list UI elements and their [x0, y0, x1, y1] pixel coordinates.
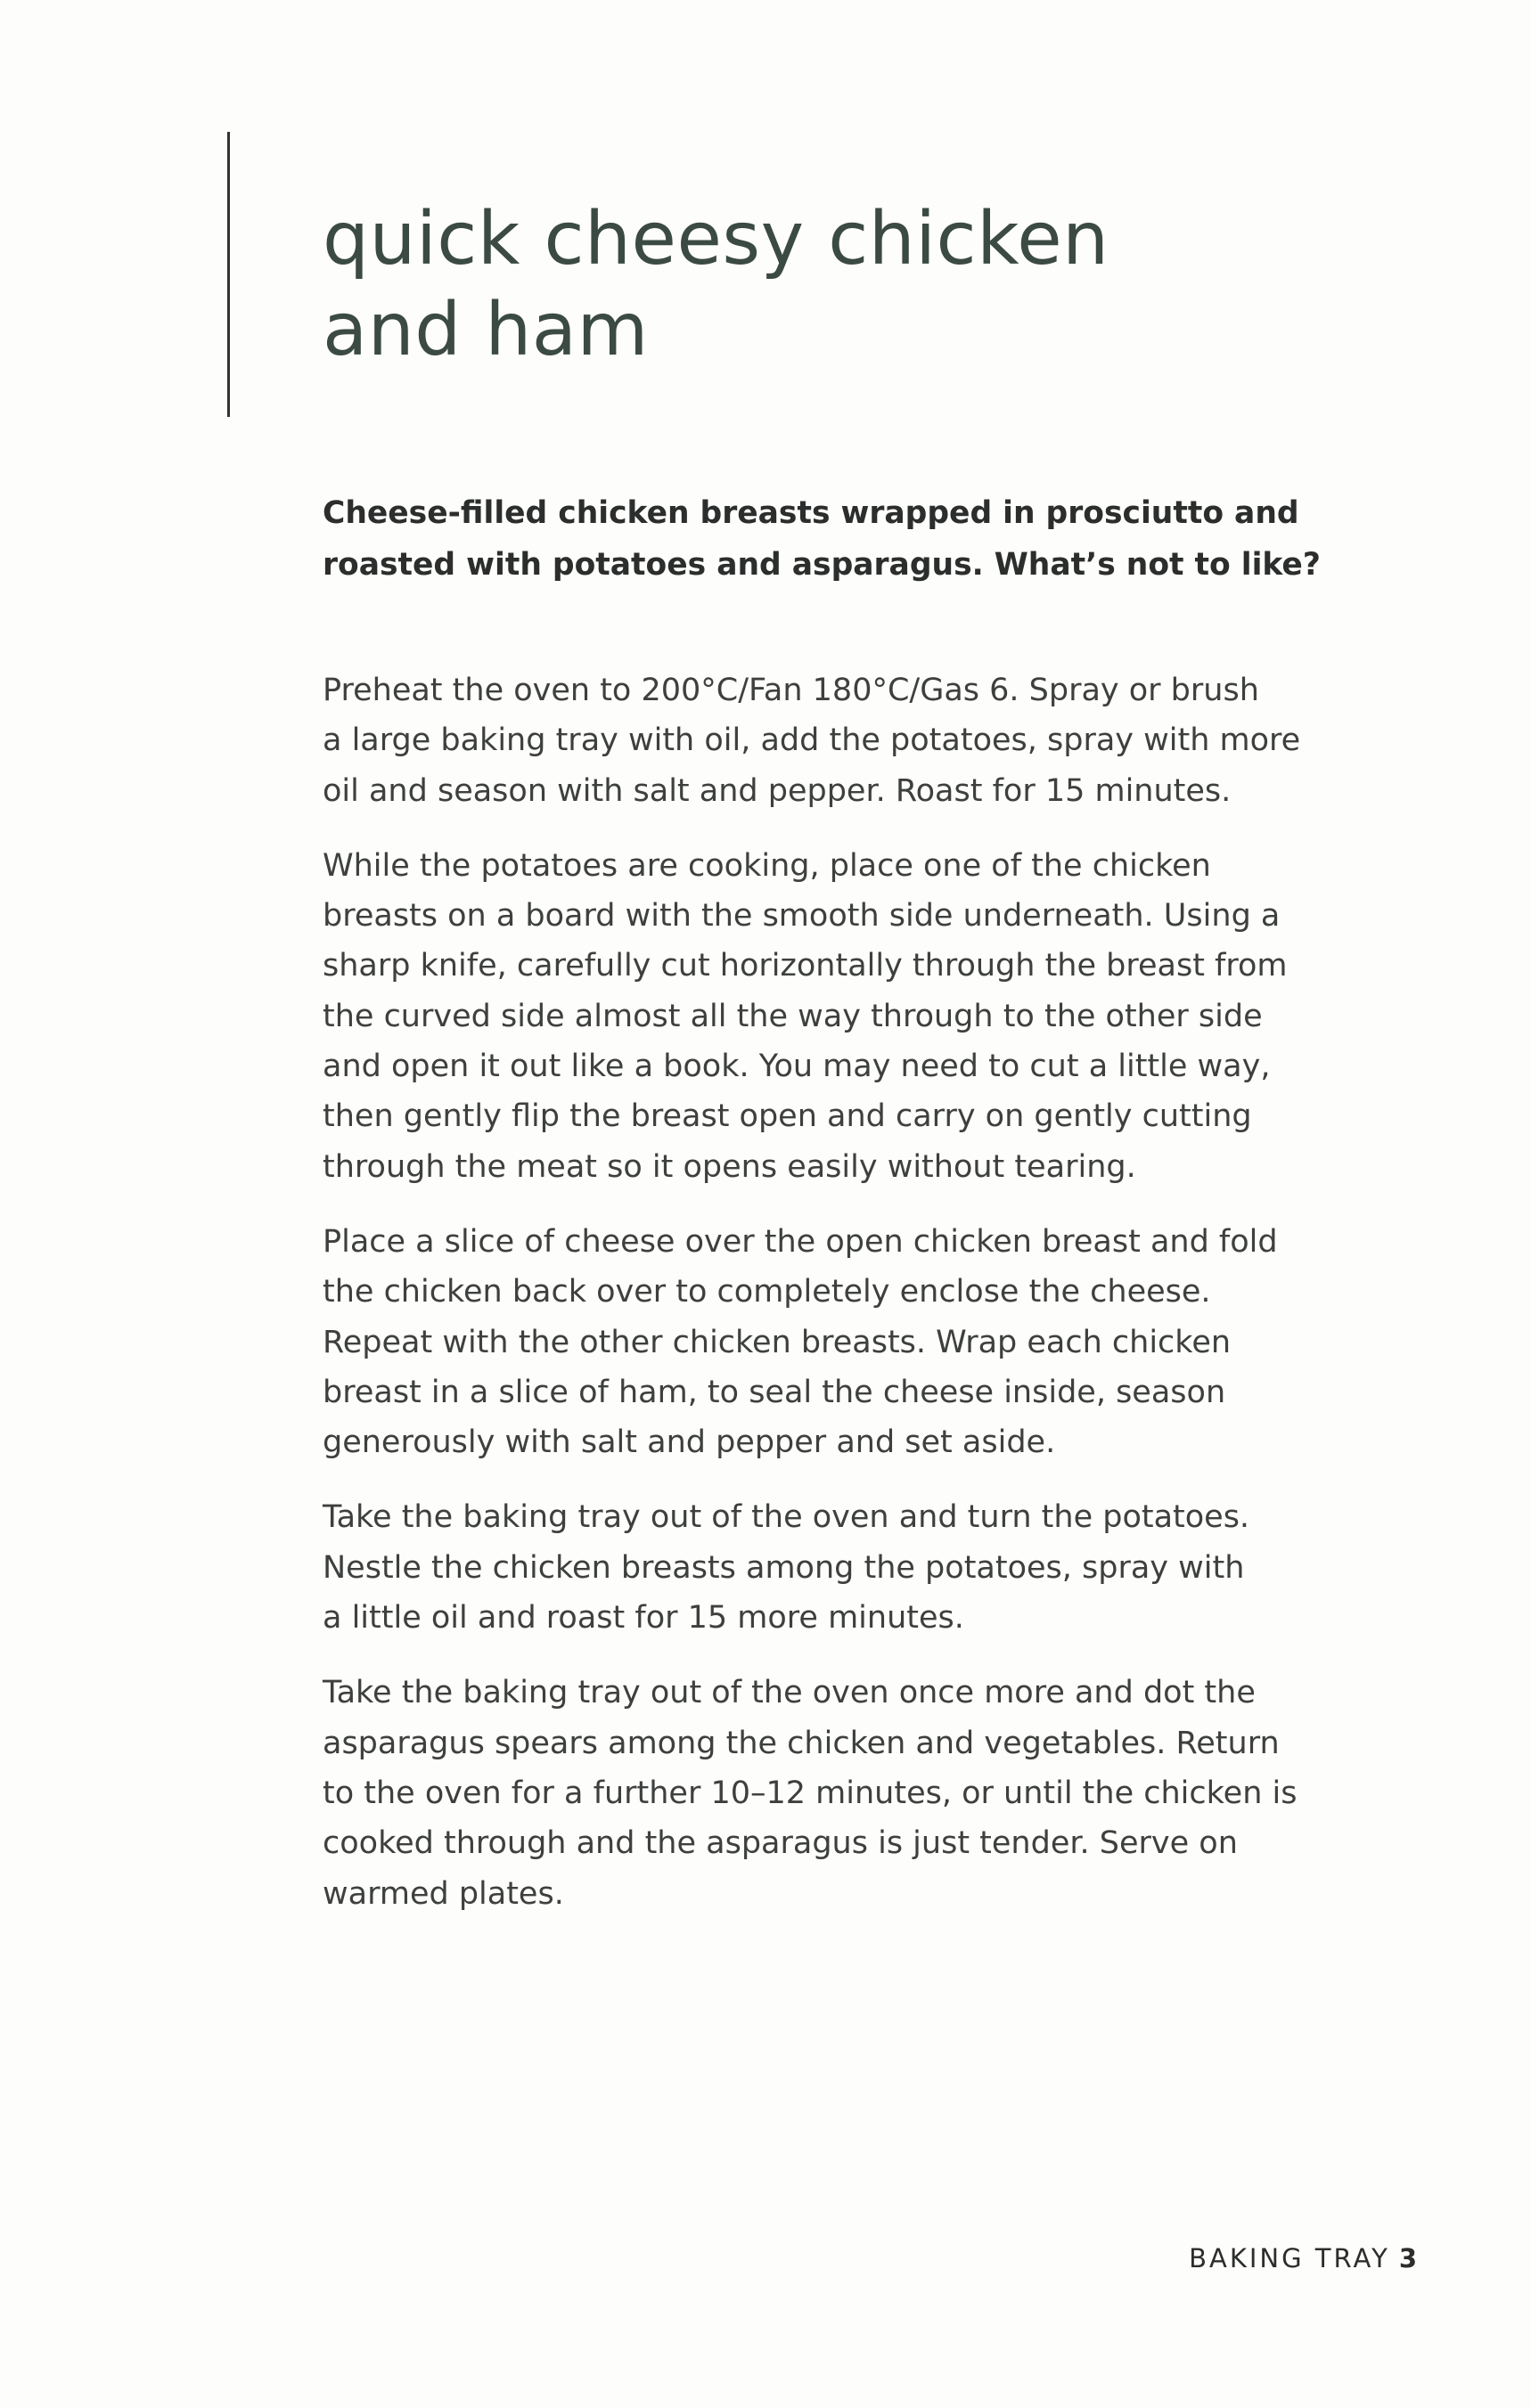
- method-step-3: [323, 1217, 1499, 1467]
- method-line: warmed plates.: [323, 1875, 564, 1912]
- recipe-title-line: and ham: [323, 288, 649, 372]
- method-line: asparagus spears among the chicken and vegetables. Return: [323, 1725, 1280, 1761]
- method-line: a little oil and roast for 15 more minutes.: [323, 1600, 964, 1637]
- method-line: the curved side almost all the way through to the other side: [323, 998, 1263, 1034]
- method-line: oil and season with salt and pepper. Roast for 15 minutes.: [323, 772, 1232, 809]
- method-line: While the potatoes are cooking, place one of the chicken: [323, 847, 1211, 884]
- method-line: breast in a slice of ham, to seal the cheese inside, season: [323, 1374, 1226, 1410]
- footer-section-label: BAKING TRAY: [1189, 2243, 1390, 2273]
- recipe-intro: [323, 487, 1428, 591]
- method-step-5: [323, 1668, 1499, 1918]
- method-line: Take the baking tray out of the oven once more and dot the: [323, 1675, 1256, 1711]
- recipe-title-line: quick cheesy chicken: [323, 197, 1109, 282]
- recipe-title: [323, 194, 1392, 376]
- recipe-intro-line: roasted with potatoes and asparagus. What’s not to like?: [323, 547, 1321, 583]
- method-line: and open it out like a book. You may need to cut a little way,: [323, 1049, 1271, 1085]
- title-rule: [227, 132, 230, 417]
- method-line: Nestle the chicken breasts among the potatoes, spray with: [323, 1549, 1245, 1586]
- page-footer: [1189, 2241, 1417, 2276]
- method-line: breasts on a board with the smooth side underneath. Using a: [323, 898, 1281, 935]
- recipe-method: [323, 665, 1499, 1944]
- method-line: Place a slice of cheese over the open chicken breast and fold: [323, 1223, 1278, 1260]
- method-line: to the oven for a further 10–12 minutes, or until the chicken is: [323, 1775, 1298, 1811]
- method-line: the chicken back over to completely enclose the cheese.: [323, 1274, 1211, 1310]
- method-step-1: [323, 665, 1499, 816]
- page-number: 3: [1398, 2243, 1417, 2273]
- method-line: generously with salt and pepper and set aside.: [323, 1424, 1056, 1461]
- method-line: then gently flip the breast open and carry on gently cutting: [323, 1098, 1252, 1135]
- method-line: sharp knife, carefully cut horizontally through the breast from: [323, 948, 1288, 984]
- recipe-intro-line: Cheese-filled chicken breasts wrapped in prosciutto and: [323, 495, 1299, 531]
- method-line: a large baking tray with oil, add the potatoes, spray with more: [323, 722, 1301, 759]
- method-step-4: [323, 1492, 1499, 1643]
- method-line: Preheat the oven to 200°C/Fan 180°C/Gas 6. Spray or brush: [323, 673, 1259, 708]
- method-line: through the meat so it opens easily without tearing.: [323, 1148, 1136, 1185]
- method-line: cooked through and the asparagus is just tender. Serve on: [323, 1825, 1238, 1862]
- method-line: Repeat with the other chicken breasts. Wrap each chicken: [323, 1324, 1232, 1360]
- method-step-2: [323, 841, 1499, 1192]
- method-line: Take the baking tray out of the oven and turn the potatoes.: [323, 1499, 1250, 1536]
